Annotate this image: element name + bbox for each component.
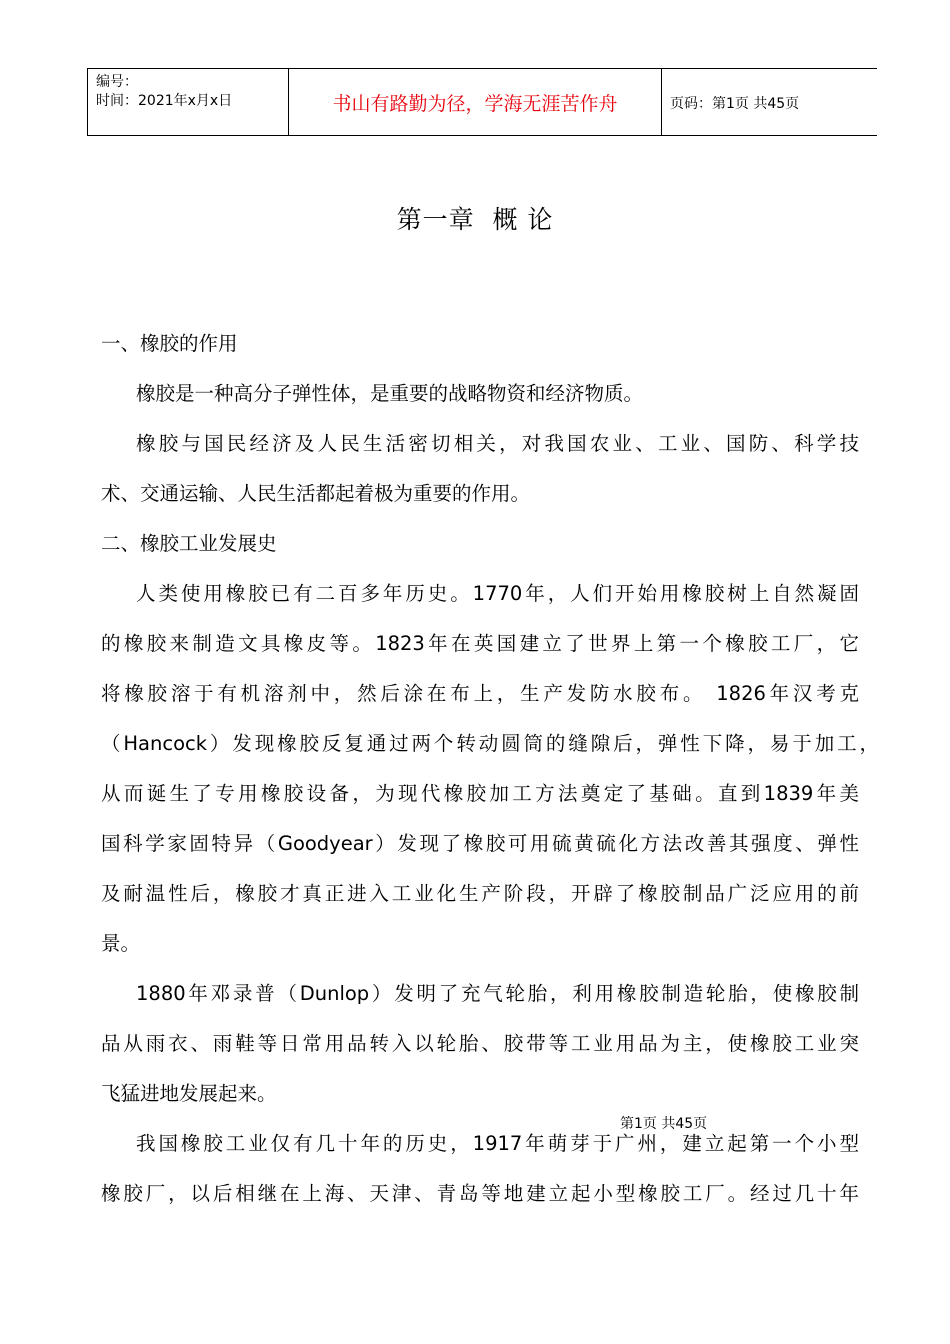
paragraph-line: 品从雨衣、雨鞋等日常用品转入以轮胎、胶带等工业用品为主，使橡胶工业突 — [101, 1032, 859, 1055]
motto-text: 书山有路勤为径，学海无涯苦作舟 — [332, 93, 618, 115]
number-label: 编号： — [96, 74, 138, 90]
paragraph-line: 术、交通运输、人民生活都起着极为重要的作用。 — [101, 482, 531, 505]
paragraph-line: 的橡胶来制造文具橡皮等。1823年在英国建立了世界上第一个橡胶工厂，它 — [101, 632, 859, 655]
paragraph-line: 橡胶厂，以后相继在上海、天津、青岛等地建立起小型橡胶工厂。经过几十年 — [101, 1182, 859, 1205]
header-motto-cell — [289, 69, 662, 135]
chapter-title: 第一章 概 论 — [396, 205, 554, 234]
paragraph-line: 橡胶与国民经济及人民生活密切相关，对我国农业、工业、国防、科学技 — [136, 432, 859, 455]
paragraph-line: 及耐温性后，橡胶才真正进入工业化生产阶段，开辟了橡胶制品广泛应用的前 — [101, 882, 859, 905]
paragraph-line: 橡胶是一种高分子弹性体，是重要的战略物资和经济物质。 — [136, 382, 644, 405]
header-table — [87, 68, 877, 136]
paragraph-line: 景。 — [101, 932, 141, 955]
header-page-cell — [662, 69, 877, 135]
page-footer: 第1页 共45页 — [620, 1116, 708, 1132]
time-label: 时间：2021年x月x日 — [96, 93, 233, 109]
paragraph-line: 从而诞生了专用橡胶设备，为现代橡胶加工方法奠定了基础。直到1839年美 — [101, 782, 859, 805]
paragraph-line: 国科学家固特异（Goodyear）发现了橡胶可用硫黄硫化方法改善其强度、弹性 — [101, 832, 859, 855]
section-heading: 一、橡胶的作用 — [101, 332, 238, 355]
header-meta-cell — [88, 69, 289, 135]
paragraph-line: 飞猛进地发展起来。 — [101, 1082, 277, 1105]
paragraph-line: （Hancock）发现橡胶反复通过两个转动圆筒的缝隙后，弹性下降，易于加工， — [101, 732, 879, 755]
paragraph-line: 人类使用橡胶已有二百多年历史。1770年，人们开始用橡胶树上自然凝固 — [136, 582, 859, 605]
section-heading: 二、橡胶工业发展史 — [101, 532, 277, 555]
paragraph-line: 1880年邓录普（Dunlop）发明了充气轮胎，利用橡胶制造轮胎，使橡胶制 — [136, 982, 859, 1005]
paragraph-line: 我国橡胶工业仅有几十年的历史，1917年萌芽于广州，建立起第一个小型 — [136, 1132, 859, 1155]
page-info: 页码：第1页 共45页 — [670, 96, 800, 112]
paragraph-line: 将橡胶溶于有机溶剂中，然后涂在布上，生产发防水胶布。 1826年汉考克 — [101, 682, 859, 705]
